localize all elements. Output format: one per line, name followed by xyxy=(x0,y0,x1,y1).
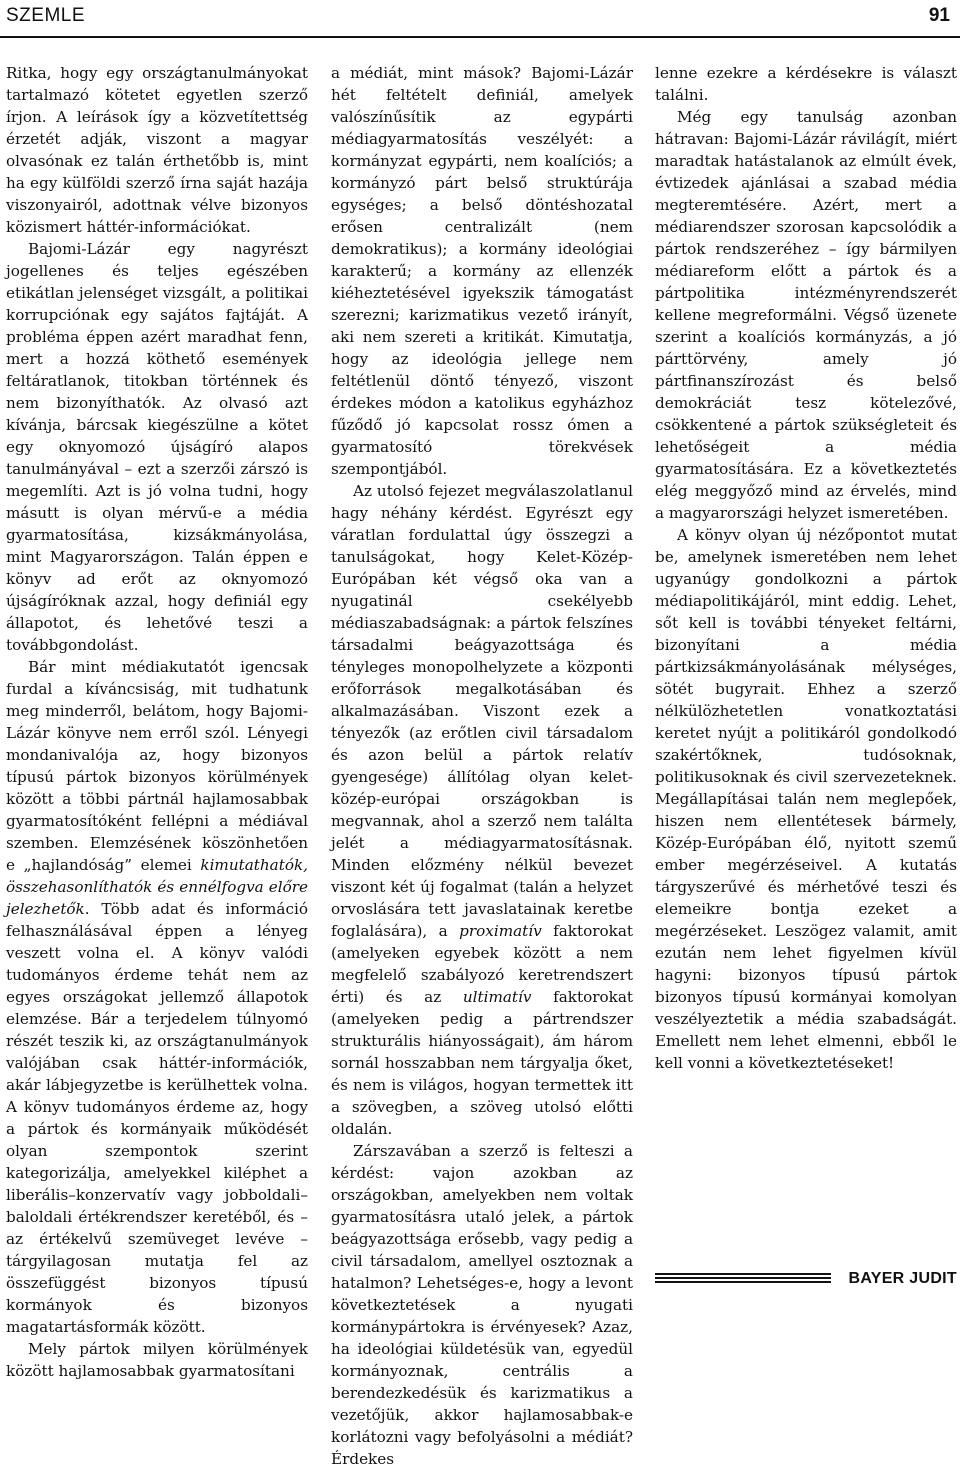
page-header xyxy=(0,0,960,38)
paragraph xyxy=(655,62,957,106)
italic-text: kimutathatók, összehasonlíthatók és ennélfogva előre jelezhetők xyxy=(6,856,308,918)
paragraph-text: Még egy tanulság azonban hátravan: Bajomi-Lázár rávilágít, miért maradtak hatástalanok az elmúlt évek, évtizedek ajánlásai a szabad média megteremtésére. Azért, mert a médiarendszer szorosan kapcsolódik a pártok rendszeréhez – így bármilyen médiareform előtt a pártok és a pártpolitika intézményrendszerét kellene megreformálni. Végső üzenete szerint a koalíciós kormányzás, a jó párttörvény, amely jó pártfinanszírozást és belső demokráciát tesz kötelezővé, csökkentené a pártok szükségleteit és lehetőségeit a média gyarmatosítására. Ez a következtetés elég meggyőző mind az érvelés, mind a magyarországi helyzet ismeretében. xyxy=(655,108,957,522)
paragraph-text: Az utolsó fejezet megválaszolatlanul hagy néhány kérdést. Egyrészt egy váratlan fordulattal úgy összegzi a tanulságokat, hogy Kelet-Közép-Európában két végső oka van a nyugatinál csekélyebb médiaszabadságnak: a pártok felszínes társadalmi beágyazottsága és tényleges monopolhelyzete a központi erőforrások megalkotásában és alkalmazásában. Viszont ezek a tényezők (az erőtlen civil társadalom és azon belül a pártok relatív gyengesége) állítólag olyan kelet-közép-európai országokban is megvannak, ahol a szerző nem találta jelét a médiagyarmatosításnak. Minden előzmény nélkül bevezet viszont két új fogalmat (talán a helyzet orvoslására tett javaslatainak keretbe foglalására), a xyxy=(331,482,633,940)
paragraph-text: Mely pártok milyen körülmények között hajlamosabbak gyarmatosítani xyxy=(6,1340,308,1380)
section-title: SZEMLE xyxy=(6,5,86,26)
italic-text: ultimatív xyxy=(462,988,532,1006)
page-number: 91 xyxy=(928,5,950,26)
paragraph-text: . Több adat és információ felhasználásával éppen a lényeg veszett volna el. A könyv valódi tudományos érdeme tehát nem az egyes országokat jellemző állapotok elemzése. Bár a terjedelem túlnyomó részét teszik ki, az országtanulmányok valójában csak háttér-információk, akár lábjegyzetbe is kerülhettek volna. A könyv tudományos érdeme az, hogy a pártok és kormányaik működését olyan szempontok szerint kategorizálja, amelyekkel kiléphet a liberális–konzervatív vagy jobboldali–baloldali értékrendszer keretéből, és – az értékelvű szemüveget levéve – tárgyilagosan mutatja fel az összefüggést bizonyos típusú kormányok és bizonyos magatartásformák között. xyxy=(6,900,308,1336)
italic-text: proximatív xyxy=(459,922,542,940)
paragraph xyxy=(331,480,633,1140)
paragraph-text: Bár mint médiakutatót igencsak furdal a kíváncsiság, mit tudhatunk meg minderről, belátom, hogy Bajomi-Lázár könyve nem erről szól. Lényegi mondanivalója az, hogy bizonyos típusú pártok bizonyos körülmények között a többi pártnál hajlamosabbak gyarmatosítóként fellépni a médiával szemben. Elemzésének köszönhetően e „hajlandóság” elemei xyxy=(6,658,308,874)
paragraph xyxy=(6,62,308,238)
author-byline xyxy=(655,1270,957,1288)
text-column-2 xyxy=(331,62,634,1468)
paragraph-text: A könyv olyan új nézőpontot mutat be, amelynek ismeretében nem lehet ugyanúgy gondolkozni a pártok médiapolitikájáról, mint eddig. Lehet, sőt kell is további tényeket feltárni, bizonyítani a média pártkizsákmányolásának mélységes, sötét bugyrait. Ehhez a szerző nélkülözhetetlen vonatkoztatási keretet nyújt a politikáról gondolkodó szakértőknek, tudósoknak, politikusoknak és civil szervezeteknek. Megállapításai talán nem meglepőek, hiszen nem ellentétesek bármely, Közép-Európában élő, nyitott szemű ember megérzéseivel. A kutatás tárgyszerűvé és mérhetővé teszi és elemeikre bontja ezeket a megérzéseket. Leszögez valamit, amit ezután nem lehet figyelmen kívül hagyni: bizonyos típusú pártok bizonyos típusú kormányai komolyan veszélyeztetik a média szabadságát. Emellett nem lehet elmenni, ebből le kell vonni a következtetéseket! xyxy=(655,526,957,1072)
text-column-1 xyxy=(6,62,308,1380)
paragraph xyxy=(331,1140,633,1470)
decorative-stripes xyxy=(655,1273,831,1285)
author-name: BAYER JUDIT xyxy=(848,1270,957,1287)
paragraph-text: Zárszavában a szerző is felteszi a kérdést: vajon azokban az országokban, amelyekben nem voltak gyarmatosításra utaló jelek, a pártok beágyazottsága erősebb, vagy pedig a civil társadalom, amellyel osztoznak a hatalmon? Lehetséges-e, hogy a levont következtetések a nyugati kormánypártokra is érvényesek? Azaz, ha ideológiai küldetésük van, egyedül kormányoznak, centrális a berendezkedésük és karizmatikus a vezetőjük, akkor hajlamosabbak-e korlátozni vagy befolyásolni a médiát? Érdekes xyxy=(331,1142,633,1468)
paragraph xyxy=(655,106,957,524)
paragraph xyxy=(6,238,308,656)
paragraph xyxy=(655,524,957,1074)
paragraph-text: Ritka, hogy egy országtanulmányokat tartalmazó kötetet egyetlen szerző írjon. A leírások így a közvetítettség érzetét adják, viszont a magyar olvasónak ez talán érthetőbb is, mint ha egy külföldi szerző írna saját hazája viszonyairól, adottnak vélve bizonyos közismert háttér-információkat. xyxy=(6,64,308,236)
paragraph xyxy=(331,62,633,480)
paragraph-text: faktorokat (amelyeken pedig a pártrendszer strukturális hiányosságait), ám három sornál hosszabban nem tárgyalja őket, és nem is világos, hogyan termettek itt a szövegben, a szöveg utolsó előtti oldalán. xyxy=(331,988,633,1138)
paragraph xyxy=(6,1338,308,1382)
text-column-3 xyxy=(655,62,957,1072)
paragraph-text: a médiát, mint mások? Bajomi-Lázár hét feltételt definiál, amelyek valószínűsítik az egypárti médiagyarmatosítás veszélyét: a kormányzat egypárti, nem koalíciós; a kormányzó párt belső struktúrája egységes; a belső döntéshozatal erősen centralizált (nem demokratikus); a kormány ideológiai karakterű; a kormány az ellenzék kiéheztetésével igyekszik támogatást szerezni; karizmatikus vezető irányít, aki nem szereti a kritikát. Kimutatja, hogy az ideológia jellege nem feltétlenül döntő tényező, viszont érdekes módon a katolikus egyházhoz fűződő jó kapcsolat rossz ómen a gyarmatosító törekvések szempontjából. xyxy=(331,64,633,478)
paragraph-text: Bajomi-Lázár egy nagyrészt jogellenes és teljes egészében etikátlan jelenséget vizsgált, a politikai korrupciónak egy sajátos fajtáját. A probléma éppen azért maradhat fenn, mert a hozzá köthető események feltáratlanok, titokban történnek és nem bizonyíthatók. Az olvasó azt kívánja, bárcsak kiegészülne a kötet egy oknyomozó újságíró alapos tanulmányával – ezt a szerzői zárszó is megemlíti. Azt is jó volna tudni, hogy másutt is olyan mérvű-e a média gyarmatosítása, kizsákmányolása, mint Magyarországon. Talán éppen e könyv ad erőt az oknyomozó újságíróknak azzal, hogy definiál egy állapotot, és lehetővé teszi a továbbgondolást. xyxy=(6,240,308,654)
paragraph-text: faktorokat (amelyeken egyebek között a nem megfelelő szabályozó keretrendszert érti) és az xyxy=(331,922,634,1006)
paragraph-text: lenne ezekre a kérdésekre is választ találni. xyxy=(655,64,957,104)
paragraph xyxy=(6,656,308,1338)
